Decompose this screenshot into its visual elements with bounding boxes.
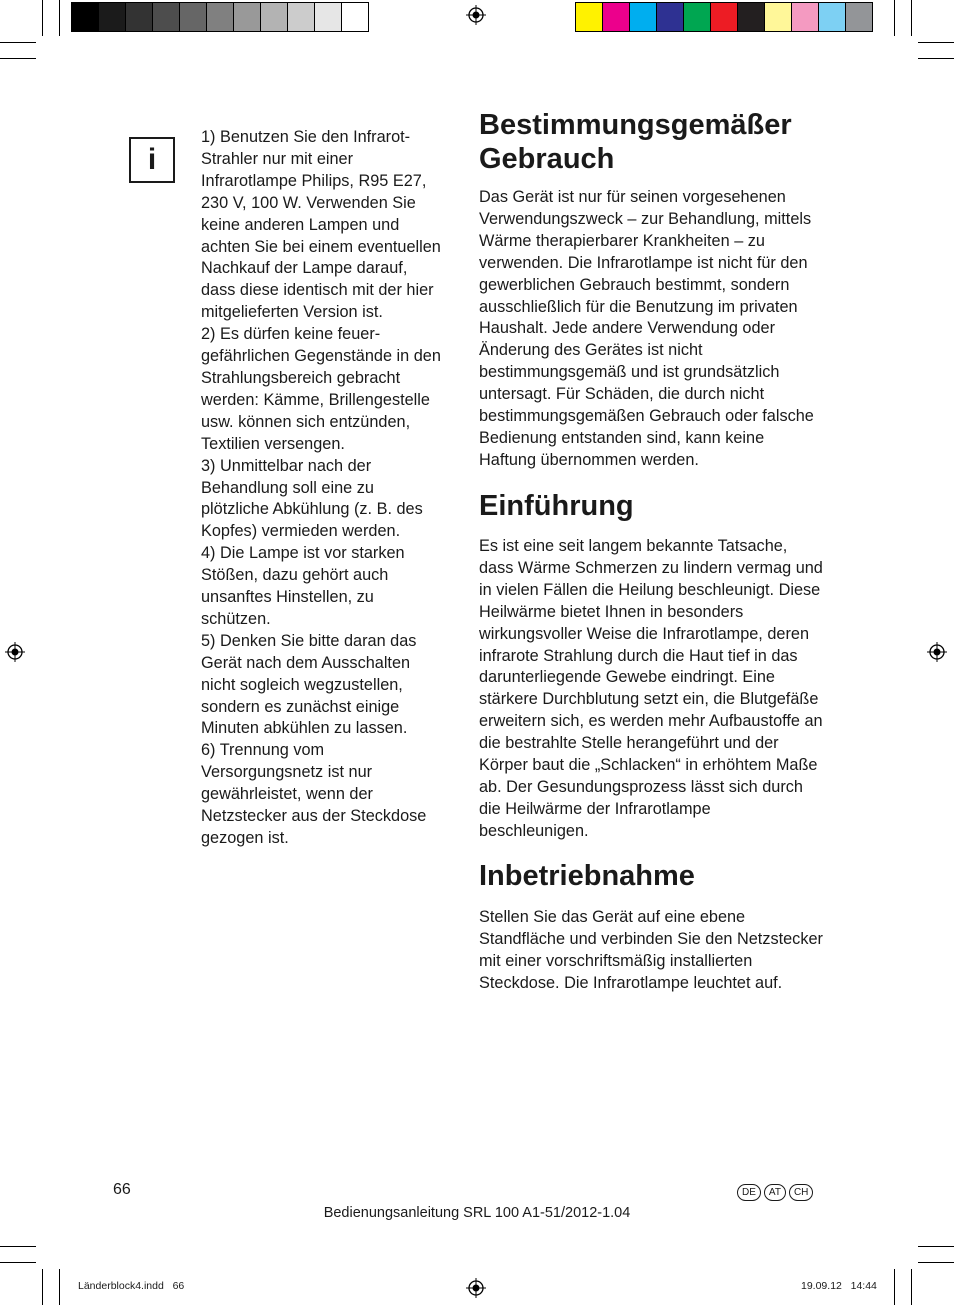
gray-swatch <box>234 3 261 31</box>
grayscale-color-bar <box>71 2 369 32</box>
color-swatch <box>792 3 819 31</box>
gray-swatch <box>126 3 153 31</box>
manual-reference: Bedienungsanleitung SRL 100 A1-51/2012-1.04 <box>323 1205 631 1221</box>
gray-swatch <box>180 3 207 31</box>
page-number: 66 <box>113 1181 131 1198</box>
section-body-inbetriebnahme: Stellen Sie das Gerät auf eine ebene Standfläche und verbinden Sie den Netzstecker mit einer vorschriftsmäßig installierten Steckdose. Die Infrarotlampe leuchtet auf. <box>479 908 823 992</box>
registration-mark-icon <box>5 642 25 662</box>
slug-filename: Länderblock4.indd 66 <box>78 1280 185 1292</box>
gray-swatch <box>261 3 288 31</box>
note-3: 3) Unmittelbar nach der Behandlung soll eine zu plötzliche Abkühlung (z. B. des Kopfes) vermieden werden. <box>201 456 423 541</box>
note-1: 1) Benutzen Sie den Infrarot-Strahler nur mit einer Infrarotlampe Philips, R95 E27, 230 V, 100 W. Verwenden Sie keine anderen Lampen und achten Sie bei einem eventuellen Nachkauf der Lampe darauf, dass diese identisch mit der hier mitgelieferten Version ist. <box>201 128 441 322</box>
color-swatch <box>630 3 657 31</box>
registration-mark-icon <box>466 5 486 25</box>
color-swatch <box>603 3 630 31</box>
color-swatch <box>738 3 765 31</box>
color-swatch <box>576 3 603 31</box>
color-swatch <box>765 3 792 31</box>
section-heading-bestimmung: Bestimmungsgemäßer Gebrauch <box>479 109 792 175</box>
country-badge-at: AT <box>764 1184 786 1201</box>
slug-timestamp: 19.09.12 14:44 <box>801 1280 877 1292</box>
gray-swatch <box>153 3 180 31</box>
gray-swatch <box>315 3 342 31</box>
registration-mark-icon <box>927 642 947 662</box>
section-heading-einfuehrung: Einführung <box>479 490 634 522</box>
color-swatch <box>819 3 846 31</box>
color-swatch <box>684 3 711 31</box>
section-body-bestimmung: Das Gerät ist nur für seinen vorgesehenen Verwendungszweck – zur Behandlung, mittels Wärme therapierbarer Krankheiten – zu verwenden. Die Infrarotlampe ist nicht für den gewerblichen Gebrauch bestimmt, sondern ausschließlich für die Benutzung im privaten Haushalt. Jede andere Verwendung oder Änderung des Gerätes ist nicht bestimmungsgemäß und ist grundsätzlich untersagt. Für Schäden, die durch nicht bestimmungsgemäßen Gebrauch oder falsche Bedienung entstanden sind, kann keine Haftung übernommen werden. <box>479 188 814 469</box>
gray-swatch <box>288 3 315 31</box>
note-4: 4) Die Lampe ist vor starken Stößen, dazu gehört auch unsanftes Hinstellen, zu schützen. <box>201 544 405 628</box>
color-swatch <box>846 3 872 31</box>
gray-swatch <box>99 3 126 31</box>
country-badges <box>737 1184 813 1201</box>
gray-swatch <box>72 3 99 31</box>
registration-mark-icon <box>466 1278 486 1298</box>
gray-swatch <box>207 3 234 31</box>
note-2: 2) Es dürfen keine feuer-gefährlichen Gegenstände in den Strahlungsbereich gebracht werden: Kämme, Brillengestelle usw. können sich entzünden, Textilien versengen. <box>201 325 441 453</box>
note-6: 6) Trennung vom Versorgungsnetz ist nur gewährleistet, wenn der Netzstecker aus der Steckdose gezogen ist. <box>201 741 427 847</box>
color-swatch <box>711 3 738 31</box>
gray-swatch <box>342 3 368 31</box>
section-body-einfuehrung: Es ist eine seit langem bekannte Tatsache, dass Wärme Schmerzen zu lindern vermag und in vielen Fällen die Heilung beschleunigt. Diese Heilwärme bietet Ihnen in besonders wirkungsvoller Weise die Infrarotlampe, deren infrarote Strahlung durch die Haut tief in das darunterliegende Gewebe eindringt. Eine stärkere Durchblutung setzt ein, die Blutgefäße erweitern sich, es werden mehr Aufbaustoffe an die bestrahlte Stelle herangeführt und der Körper baut die „Schlacken“ in erhöhtem Maße ab. Der Gesundungsprozess lässt sich durch die Heilwärme der Infrarotlampe beschleunigen. <box>479 537 823 840</box>
country-badge-ch: CH <box>789 1184 813 1201</box>
section-heading-inbetriebnahme: Inbetriebnahme <box>479 860 695 892</box>
color-swatch <box>657 3 684 31</box>
note-5: 5) Denken Sie bitte daran das Gerät nach dem Ausschalten nicht sogleich wegzustellen, sondern es zunächst einige Minuten abkühlen zu lassen. <box>201 631 417 738</box>
info-icon: i <box>129 137 175 183</box>
cmyk-color-bar <box>575 2 873 32</box>
safety-notes <box>201 127 446 850</box>
country-badge-de: DE <box>737 1184 761 1201</box>
